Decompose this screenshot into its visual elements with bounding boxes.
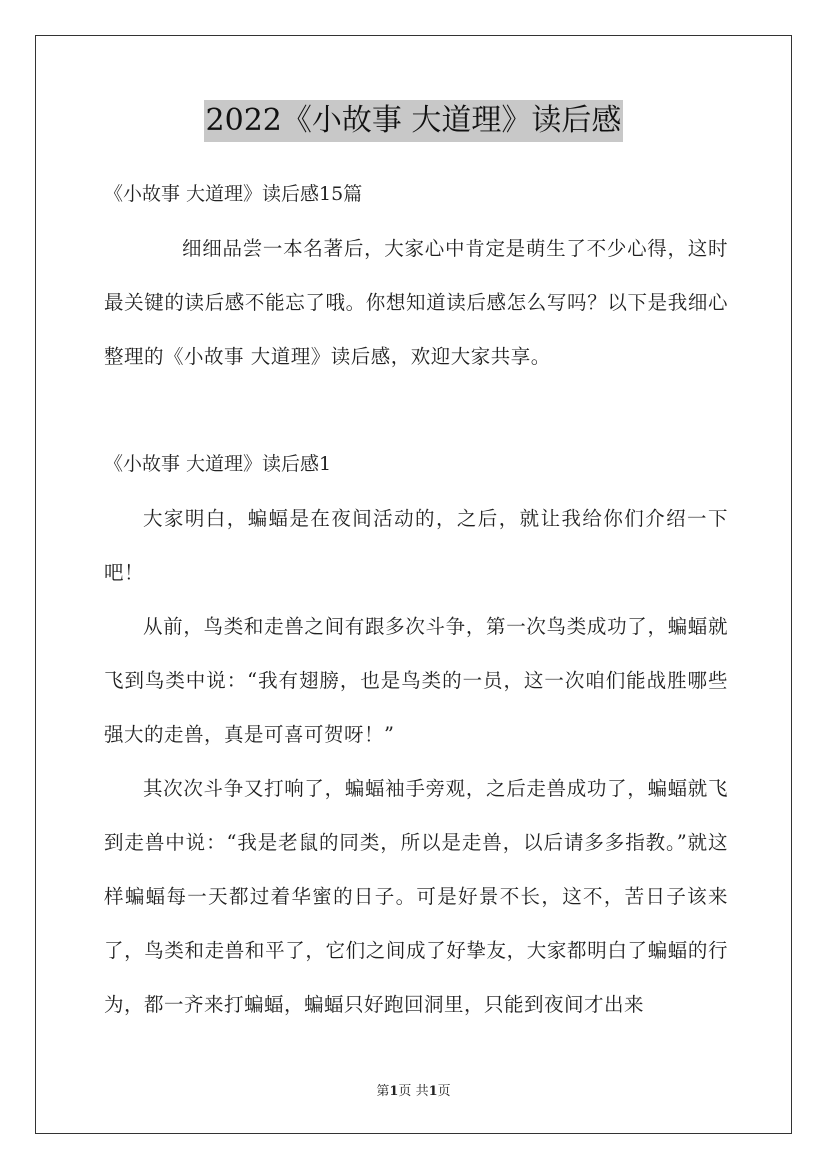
footer-page-number: 1 [389,1084,399,1099]
footer-total-suffix: 页 [437,1084,451,1099]
title-wrap [0,100,827,142]
footer-total-prefix: 共 [415,1084,429,1099]
body-paragraph: 从前，鸟类和走兽之间有跟多次斗争，第一次鸟类成功了，蝙蝠就飞到鸟类中说：“我有翅膀，也是鸟类的一员，这一次咱们能战胜哪些强大的走兽，真是可喜可贺呀！” [104,615,728,746]
document-subtitle: 《小故事 大道理》读后感15篇 [104,183,363,205]
section-heading: 《小故事 大道理》读后感1 [104,453,332,475]
body-text [104,492,728,1032]
body-paragraph: 其次次斗争又打响了，蝙蝠袖手旁观，之后走兽成功了，蝙蝠就飞到走兽中说：“我是老鼠的同类，所以是走兽，以后请多多指教。”就这样蝙蝠每一天都过着华蜜的日子。可是好景不长，这不，苦日子该来了，鸟类和走兽和平了，它们之间成了好挚友，大家都明白了蝙蝠的行为，都一齐来打蝙蝠，蝙蝠只好跑回洞里，只能到夜间才出来 [104,777,728,1016]
footer-page-suffix: 页 [398,1084,412,1099]
body-paragraph: 大家明白，蝙蝠是在夜间活动的，之后，就让我给你们介绍一下吧！ [104,507,728,584]
footer-total-number: 1 [428,1084,438,1099]
footer-page-prefix: 第 [376,1084,390,1099]
intro-paragraph: 细细品尝一本名著后，大家心中肯定是萌生了不少心得，这时最关键的读后感不能忘了哦。你想知道读后感怎么写吗？以下是我细心整理的《小故事 大道理》读后感，欢迎大家共享。 [104,237,728,368]
page-footer [0,1082,827,1102]
document-title: 2022《小故事 大道理》读后感 [204,100,624,142]
